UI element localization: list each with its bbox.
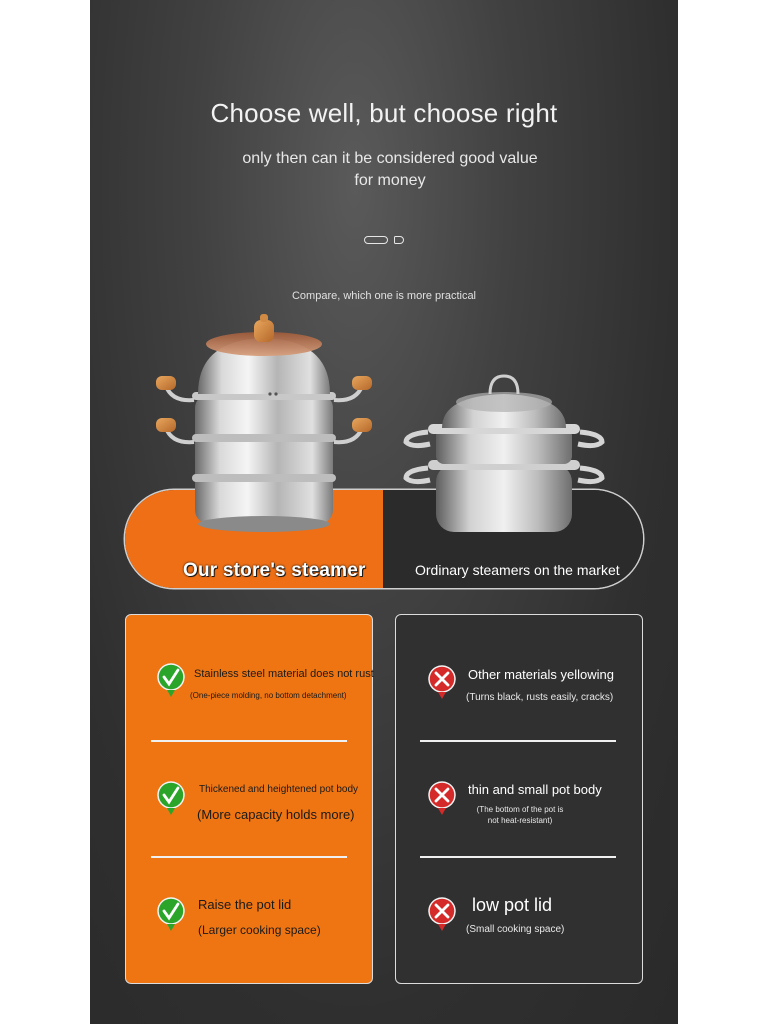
market-label: Ordinary steamers on the market	[415, 562, 620, 578]
ours-item-2-note: (More capacity holds more)	[197, 807, 355, 822]
ordinary-steamer-image	[402, 372, 606, 540]
check-icon	[156, 780, 186, 816]
market-item-3-note: (Small cooking space)	[466, 924, 565, 935]
cross-icon	[427, 896, 457, 932]
ours-item-1-note: (One-piece molding, no bottom detachment)	[190, 691, 347, 700]
ours-divider-2	[151, 856, 347, 858]
market-item-1-note: (Turns black, rusts easily, cracks)	[466, 692, 614, 703]
market-item-2-note: (The bottom of the pot is not heat-resistant)	[476, 805, 564, 825]
compare-caption: Compare, which one is more practical	[291, 290, 477, 302]
market-divider-1	[420, 740, 616, 742]
our-steamer-image	[150, 312, 380, 534]
cross-icon	[427, 664, 457, 700]
ours-item-2-title: Thickened and heightened pot body	[199, 784, 359, 795]
page-title: Choose well, but choose right	[210, 98, 558, 128]
cross-icon	[427, 780, 457, 816]
decor-pill-long	[364, 236, 388, 244]
market-item-3-title: low pot lid	[472, 895, 553, 915]
check-icon	[156, 662, 186, 698]
market-divider-2	[420, 856, 616, 858]
market-item-1-title: Other materials yellowing	[468, 667, 614, 682]
market-item-2-title: thin and small pot body	[468, 782, 602, 797]
page-subtitle: only then can it be considered good value for money	[242, 150, 538, 189]
ours-item-3-note: (Larger cooking space)	[198, 923, 321, 937]
check-icon	[156, 896, 186, 932]
ours-item-1-title: Stainless steel material does not rust	[194, 668, 374, 680]
ours-item-3-title: Raise the pot lid	[198, 897, 292, 912]
ours-divider-1	[151, 740, 347, 742]
decor-pill-short	[394, 236, 404, 244]
ours-label: Our store's steamer	[183, 560, 366, 581]
